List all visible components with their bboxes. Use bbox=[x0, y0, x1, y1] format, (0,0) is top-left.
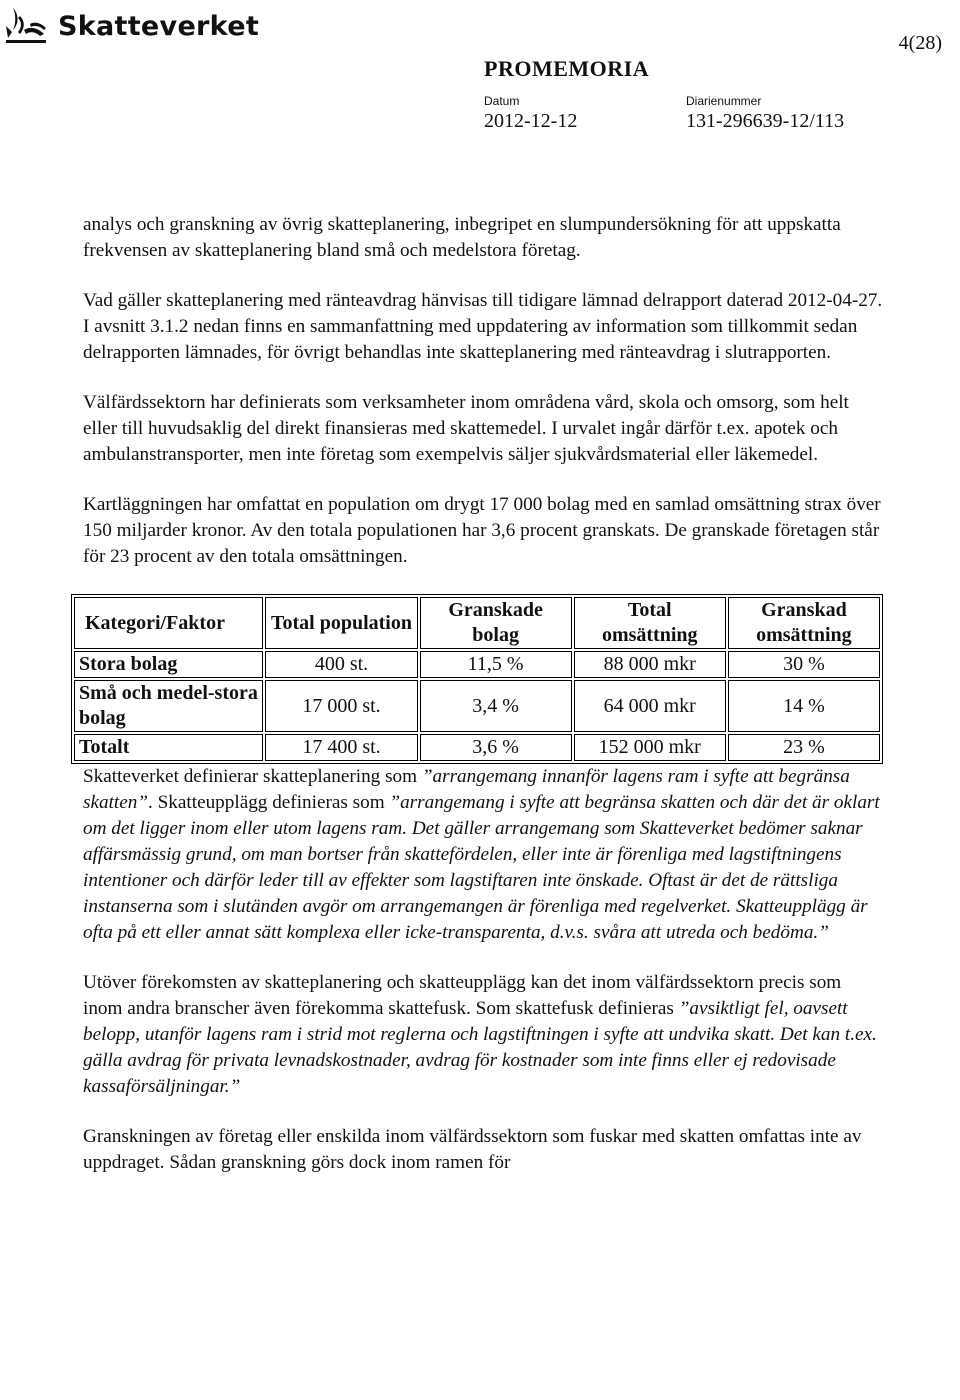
document-body bbox=[79, 212, 883, 1200]
text-segment: Utöver förekomsten av skatteplanering och skatteupplägg kan det inom välfärdssektorn precis som inom andra branscher även förekomma skattefusk. Som skattefusk definieras bbox=[83, 972, 842, 1019]
document-type: PROMEMORIA bbox=[484, 56, 650, 81]
cell-value: 3,4 % bbox=[420, 680, 572, 732]
quote-definition: ”arrangemang i syfte att begränsa skatten och där det är oklart om det ligger inom eller utom lagens ram. Det gäller arrangemang som Skatteverket bedömer saknar affärsmässig grund, om man bortser från skattefördelen, eller inte är förenliga med lagstiftningens intentioner och därför leder till av effekter som lagstiftaren inte önskade. Oftast är det de rättsliga instanserna som i slutänden avgör om arrangemangen är förenliga med regelverket. Skatteupplägg är ofta på ett eller annat sätt komplexa eller icke-transparenta, d.v.s. svåra att utreda och bedöma.” bbox=[83, 792, 880, 943]
cell-value: 14 % bbox=[728, 680, 880, 732]
cell-value: 64 000 mkr bbox=[574, 680, 726, 732]
paragraph-analysis: analys och granskning av övrig skatteplanering, inbegripet en slumpundersökning för att uppskatta frekvensen av skatteplanering bland små och medelstora företag. bbox=[83, 214, 841, 261]
header-category: Kategori/Faktor bbox=[74, 597, 263, 649]
paragraph-population: Kartläggningen har omfattat en population om drygt 17 000 bolag med en samlad omsättning strax över 150 miljarder kronor. Av den totala populationen har 3,6 procent granskats. De granskade företagen står för 23 procent av den totala omsättningen. bbox=[83, 494, 881, 567]
row-label: Totalt bbox=[74, 734, 263, 761]
crown-logo-icon bbox=[4, 4, 52, 48]
header-total-turnover: Total omsättning bbox=[574, 597, 726, 649]
skatteverket-logo bbox=[4, 4, 259, 48]
header-audited-companies: Granskade bolag bbox=[420, 597, 572, 649]
summary-table bbox=[71, 594, 883, 764]
quote-definition: ”avsiktligt fel, oavsett belopp, utanför lagens ram i strid mot reglerna och lagstiftningen i syfte att undvika skatt. Det kan t.ex. gälla avdrag för privata levnadskostnader, avdrag för kostnader som inte finns eller ej redovisade kassaförsäljningar.” bbox=[83, 998, 877, 1097]
cell-value: 17 000 st. bbox=[265, 680, 417, 732]
paragraph-definition-tax-planning bbox=[83, 764, 883, 946]
paragraph-welfare-sector: Välfärdssektorn har definierats som verksamheter inom områdena vård, skola och omsorg, som helt eller till huvudsaklig del direkt finansieras med skattemedel. I urvalet ingår därför t.ex. apotek och ambulanstransporter, men inte företag som exempelvis säljer sjukvårdsmaterial eller läkemedel. bbox=[83, 392, 849, 465]
diary-number-label: Diarienummer bbox=[686, 94, 762, 108]
cell-value: 23 % bbox=[728, 734, 880, 761]
date-label: Datum bbox=[484, 94, 520, 108]
quote-definition: ”arrangemang innanför lagens ram i syfte att begränsa skatten” bbox=[83, 766, 850, 813]
paragraph-audit-scope: Granskningen av företag eller enskilda inom välfärdssektorn som fuskar med skatten omfattas inte av uppdraget. Sådan granskning görs dock inom ramen för bbox=[83, 1126, 862, 1173]
date-value: 2012-12-12 bbox=[484, 110, 578, 132]
table-row bbox=[74, 734, 880, 761]
cell-value: 17 400 st. bbox=[265, 734, 417, 761]
cell-value: 30 % bbox=[728, 651, 880, 678]
text-segment: . Skatteupplägg definieras som bbox=[148, 792, 390, 813]
row-label: Stora bolag bbox=[74, 651, 263, 678]
page-number: 4(28) bbox=[898, 32, 942, 54]
table-row bbox=[74, 680, 880, 732]
header-audited-turnover: Granskad omsättning bbox=[728, 597, 880, 649]
paragraph-tax-fraud bbox=[83, 970, 883, 1100]
header-total-population: Total population bbox=[265, 597, 417, 649]
text-segment: Skatteverket definierar skatteplanering som bbox=[83, 766, 422, 787]
cell-value: 400 st. bbox=[265, 651, 417, 678]
cell-value: 152 000 mkr bbox=[574, 734, 726, 761]
table-header-row bbox=[74, 597, 880, 649]
diary-number-value: 131-296639-12/113 bbox=[686, 110, 845, 132]
table-row bbox=[74, 651, 880, 678]
cell-value: 3,6 % bbox=[420, 734, 572, 761]
logo-text: Skatteverket bbox=[58, 10, 260, 42]
row-label: Små och medel-stora bolag bbox=[74, 680, 263, 732]
cell-value: 11,5 % bbox=[420, 651, 572, 678]
cell-value: 88 000 mkr bbox=[574, 651, 726, 678]
paragraph-interest-deduction: Vad gäller skatteplanering med ränteavdrag hänvisas till tidigare lämnad delrapport daterad 2012-04-27. I avsnitt 3.1.2 nedan finns en sammanfattning med uppdatering av information som tillkommit sedan delrapporten lämnades, för övrigt behandlas inte skatteplanering med ränteavdrag i slutrapporten. bbox=[83, 290, 883, 363]
